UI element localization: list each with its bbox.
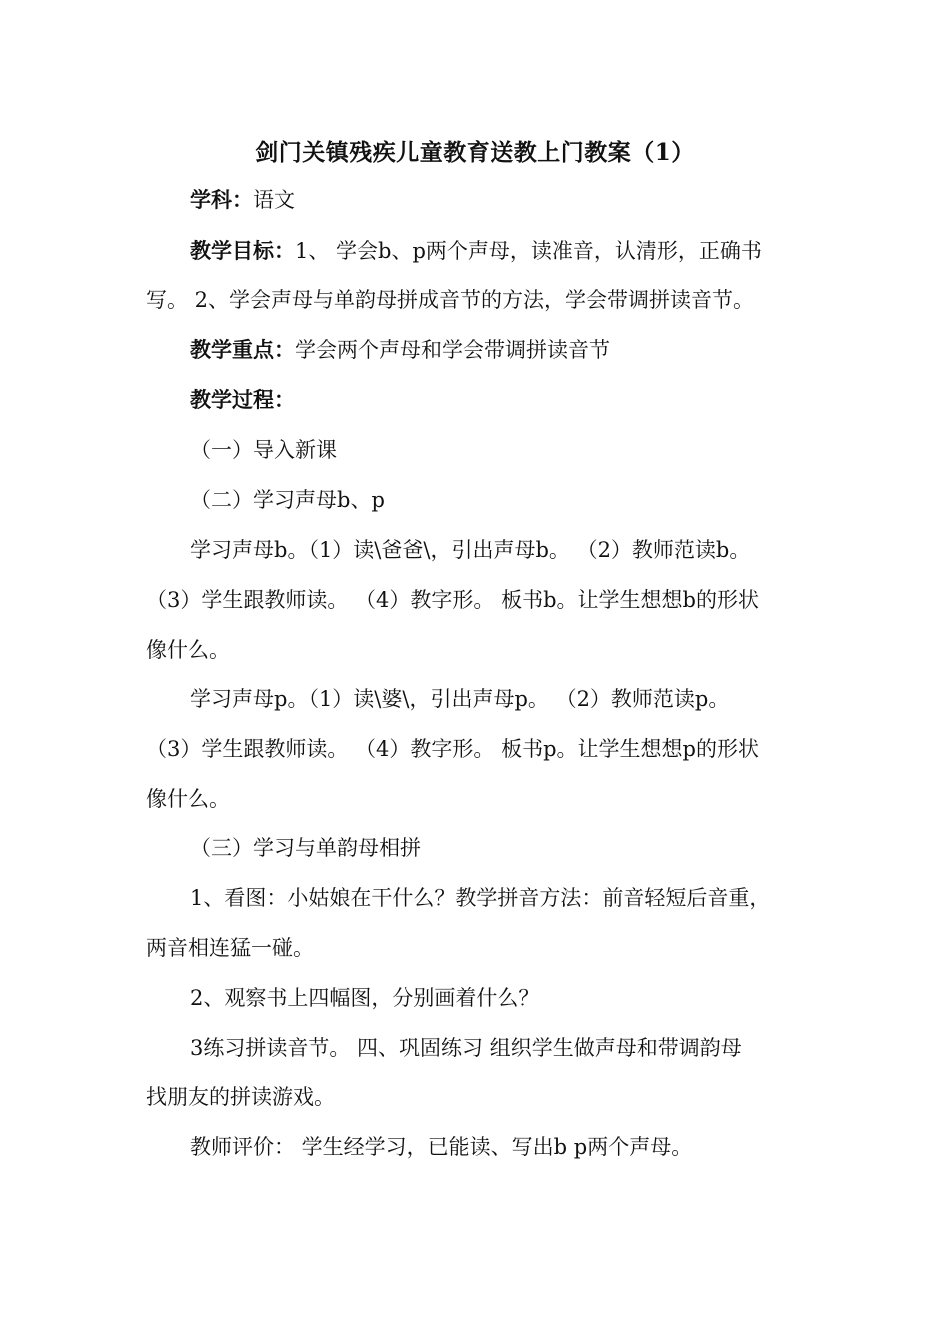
subject-label: 学科： [190,187,253,212]
evaluation-line: 教师评价： 学生经学习，已能读、写出b p两个声母。 [190,1135,693,1159]
p-para-line-3: 像什么。 [146,787,230,811]
step-1: （一）导入新课 [190,438,337,462]
item-1-line-1: 1、看图：小姑娘在干什么？教学拼音方法：前音轻短后音重， [190,886,771,910]
goals-line-1 [190,236,762,266]
item-2: 2、观察书上四幅图，分别画着什么？ [190,986,540,1010]
process-label: 教学过程： [190,387,295,412]
item-3-line-1: 3练习拼读音节。 四、巩固练习 组织学生做声母和带调韵母 [190,1036,742,1060]
b-para-line-2: （3）学生跟教师读。 （4）教字形。 板书b。让学生想想b的形状 [146,588,759,612]
p-para-line-1: 学习声母p。（1）读\婆\，引出声母p。 （2）教师范读p。 [190,687,730,711]
subject-value: 语文 [253,188,295,212]
p-para-line-2: （3）学生跟教师读。 （4）教字形。 板书p。让学生想想p的形状 [146,737,759,761]
b-para-line-1: 学习声母b。（1）读\爸爸\，引出声母b。 （2）教师范读b。 [190,538,751,562]
focus-line [190,335,610,365]
goals-text-1: 1、 学会b、p两个声母，读准音，认清形，正确书 [295,239,762,263]
document-title: 剑门关镇残疾儿童教育送教上门教案（1） [255,139,695,166]
b-para-line-3: 像什么。 [146,638,230,662]
goals-label: 教学目标： [190,238,295,263]
goals-line-2: 写。 2、学会声母与单韵母拼成音节的方法，学会带调拼读音节。 [146,288,755,312]
step-3: （三）学习与单韵母相拼 [190,836,421,860]
item-1-line-2: 两音相连猛一碰。 [146,936,314,960]
focus-label: 教学重点： [190,337,295,362]
focus-value: 学会两个声母和学会带调拼读音节 [295,338,610,362]
item-3-line-2: 找朋友的拼读游戏。 [146,1085,335,1109]
step-2: （二）学习声母b、p [190,488,385,512]
subject-line [190,185,295,215]
